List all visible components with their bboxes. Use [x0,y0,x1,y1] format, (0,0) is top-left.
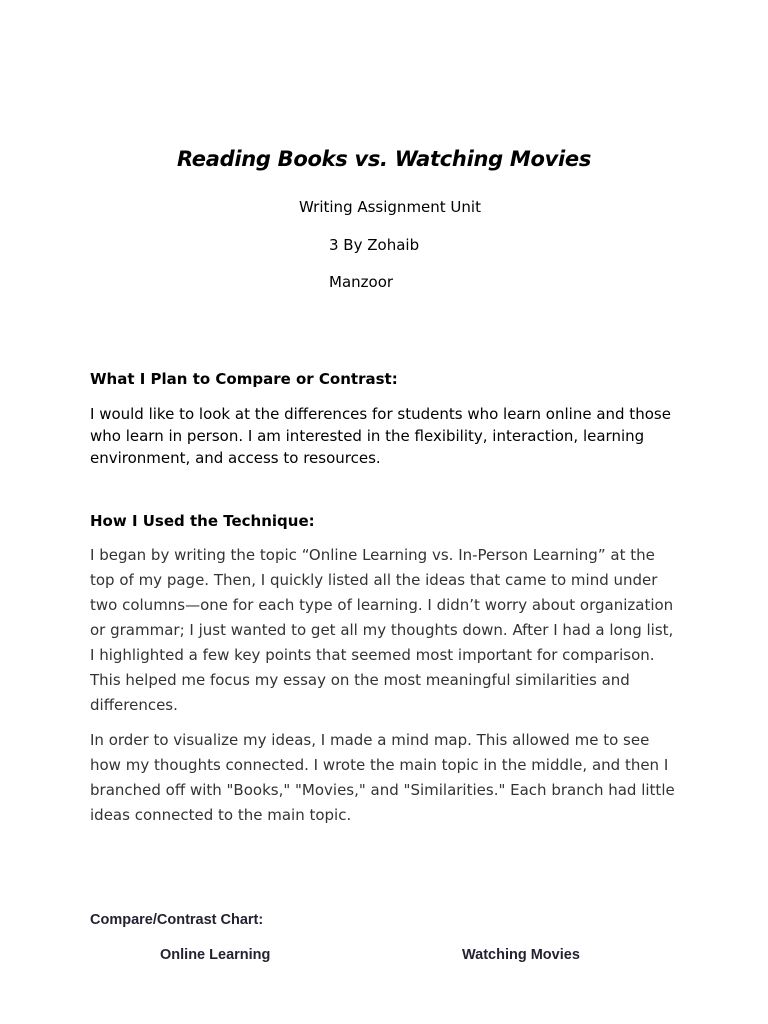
section-paragraph-compare: I would like to look at the differences for students who learn online and those who learn in person. I am interested in the flexibility, interaction, learning environment, and access to resources. [90,405,671,467]
subtitle-line-3: Manzoor [329,273,394,291]
chart-column-header-right: Watching Movies [462,947,580,963]
chart-column-header-left: Online Learning [160,947,271,963]
document-title: Reading Books vs. Watching Movies [176,147,592,171]
subtitle-line-2: 3 By Zohaib [329,236,420,254]
section-heading-compare: What I Plan to Compare or Contrast: [90,370,398,388]
section-paragraph-technique-2: In order to visualize my ideas, I made a mind map. This allowed me to see how my thoughts connected. I wrote the main topic in the middle, and then I branched off with "Books," "Movies," and "Similarities." Each branch had little ideas connected to the main topic. [90,731,675,824]
section-heading-technique: How I Used the Technique: [90,512,315,530]
chart-label: Compare/Contrast Chart: [90,912,264,928]
section-paragraph-technique-1: I began by writing the topic “Online Learning vs. In-Person Learning” at the top of my page. Then, I quickly listed all the ideas that came to mind under two columns—one for each type of learning. I didn’t worry about organization or grammar; I just wanted to get all my thoughts down. After I had a long list, I highlighted a few key points that seemed most important for comparison. This helped me focus my essay on the most meaningful similarities and differences. [90,546,674,714]
subtitle-line-1: Writing Assignment Unit [299,198,481,216]
